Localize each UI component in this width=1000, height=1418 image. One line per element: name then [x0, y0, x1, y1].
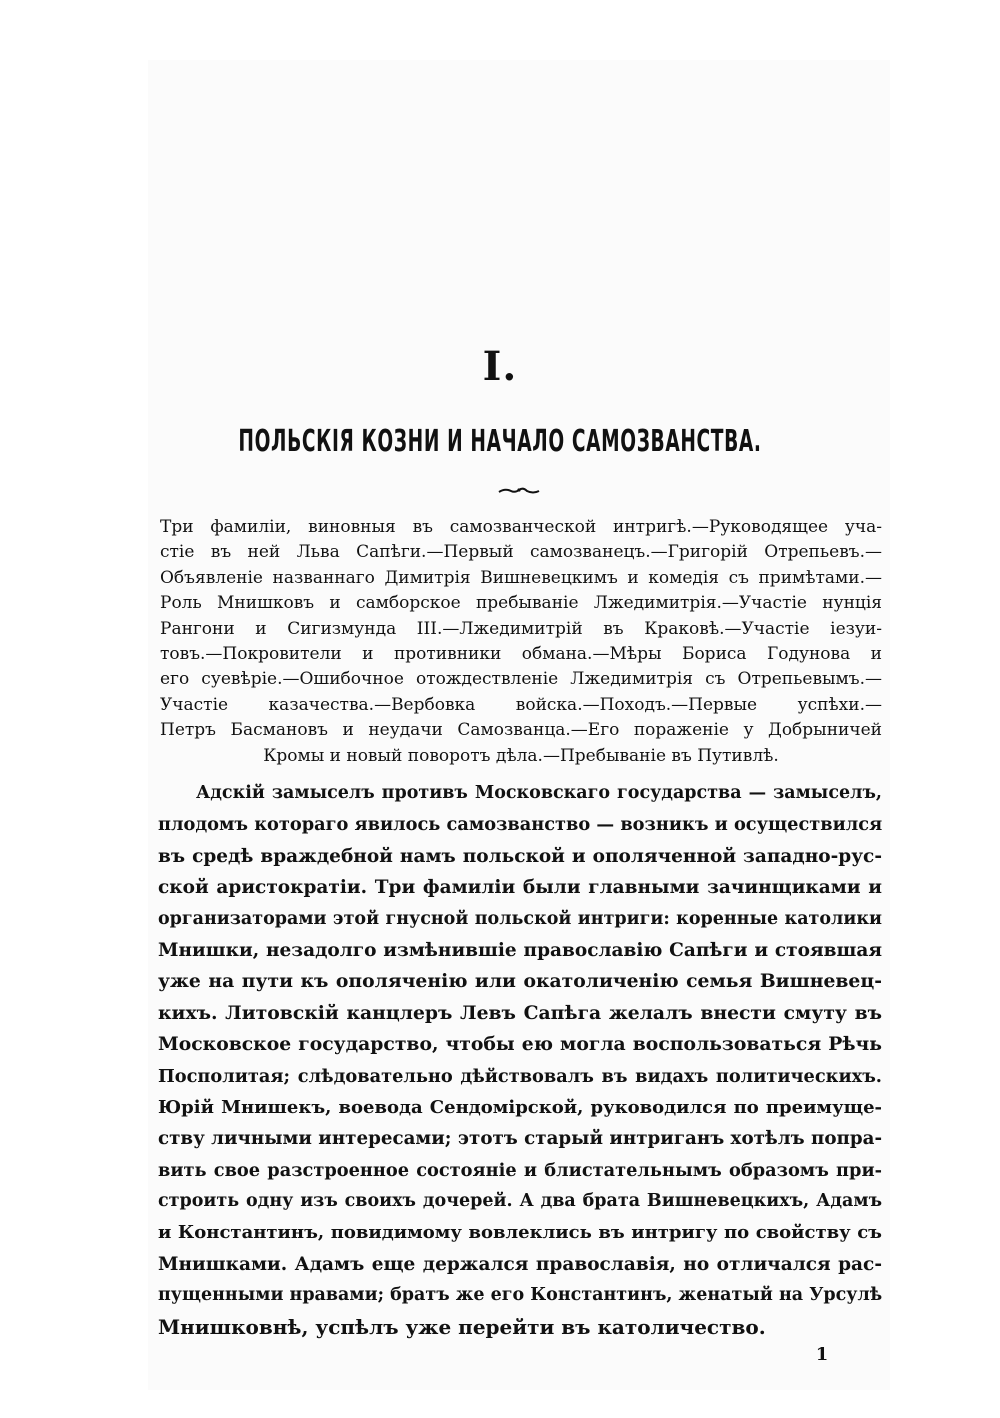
body-line: Юрій Мнишекъ, воевода Сендомірской, руководился по преимуще- — [158, 1096, 882, 1118]
page-number: 1 — [815, 1344, 829, 1365]
summary-line: его суевѣріе.—Ошибочное отождествленіе Лжедимитрія съ Отрепьевымъ.— — [160, 669, 882, 690]
body-line: Адскій замыселъ противъ Московскаго государства — замыселъ, — [196, 783, 882, 803]
ornament-divider-icon — [497, 485, 541, 497]
body-line: Посполитая; слѣдовательно дѣйствовалъ въ видахъ политическихъ. — [158, 1065, 882, 1087]
summary-line: товъ.—Покровители и противники обмана.—Мѣры Бориса Годунова и — [160, 643, 882, 664]
body-line: Мнишковнѣ, успѣлъ уже перейти въ католичество. — [158, 1314, 766, 1339]
body-line: строить одну изъ своихъ дочерей. А два брата Вишневецкихъ, Адамъ — [158, 1191, 882, 1212]
body-line: уже на пути къ ополяченію или окатоличенію семья Вишневец- — [158, 970, 882, 993]
chapter-title: ПОЛЬСКІЯ КОЗНИ И НАЧАЛО САМОЗВАНСТВА. — [238, 424, 762, 459]
body-line: вить свое разстроенное состояніе и блистательнымъ образомъ при- — [158, 1159, 882, 1181]
summary-line: стіе въ ней Льва Сапѣги.—Первый самозванецъ.—Григорій Отрепьевъ.— — [160, 542, 882, 563]
body-line: кихъ. Литовскій канцлеръ Левъ Сапѣга желалъ внести смуту въ — [158, 1001, 882, 1024]
summary-line: Три фамиліи, виновныя въ самозванческой интригѣ.—Руководящее уча- — [160, 517, 882, 537]
body-line: Мнишками. Адамъ еще держался православія, но отличался рас- — [158, 1253, 882, 1275]
summary-line: Участіе казачества.—Вербовка войска.—Походъ.—Первые успѣхи.— — [160, 694, 882, 715]
chapter-summary — [160, 515, 882, 769]
body-line: и Константинъ, повидимому вовлеклись въ интригу по свойству съ — [158, 1222, 882, 1244]
summary-line: Объявленіе названнаго Димитрія Вишневецкимъ и комедія съ примѣтами.— — [160, 567, 882, 588]
summary-line: Рангони и Сигизмунда III.—Лжедимитрій въ Краковѣ.—Участіе іезуи- — [160, 618, 882, 639]
chapter-number: I. — [482, 343, 518, 390]
body-line: въ средѣ враждебной намъ польской и ополяченной западно-рус- — [158, 845, 882, 867]
body-line: организаторами этой гнусной польской интриги: коренные католики — [158, 908, 882, 929]
summary-line: Кромы и новый поворотъ дѣла.—Пребываніе въ Путивлѣ. — [263, 745, 779, 766]
body-line: ству личными интересами; этотъ старый интриганъ хотѣлъ попра- — [158, 1128, 882, 1150]
summary-line: Петръ Басмановъ и неудачи Самозванца.—Его пораженіе у Добрыничей — [160, 720, 882, 741]
body-line: ской аристократіи. Три фамиліи были главными зачинщиками и — [158, 877, 882, 899]
body-line: Московское государство, чтобы ею могла воспользоваться Рѣчь — [158, 1033, 882, 1056]
body-line: пущенными нравами; братъ же его Константинъ, женатый на Урсулѣ — [158, 1285, 882, 1306]
body-line: Мнишки, незадолго измѣнившіе православію Сапѣги и стоявшая — [158, 939, 882, 961]
body-paragraph — [158, 778, 882, 1343]
summary-line: Роль Мнишковъ и самборское пребываніе Лжедимитрія.—Участіе нунція — [160, 593, 882, 614]
body-line: плодомъ котораго явилось самозванство — возникъ и осуществился — [158, 814, 882, 836]
